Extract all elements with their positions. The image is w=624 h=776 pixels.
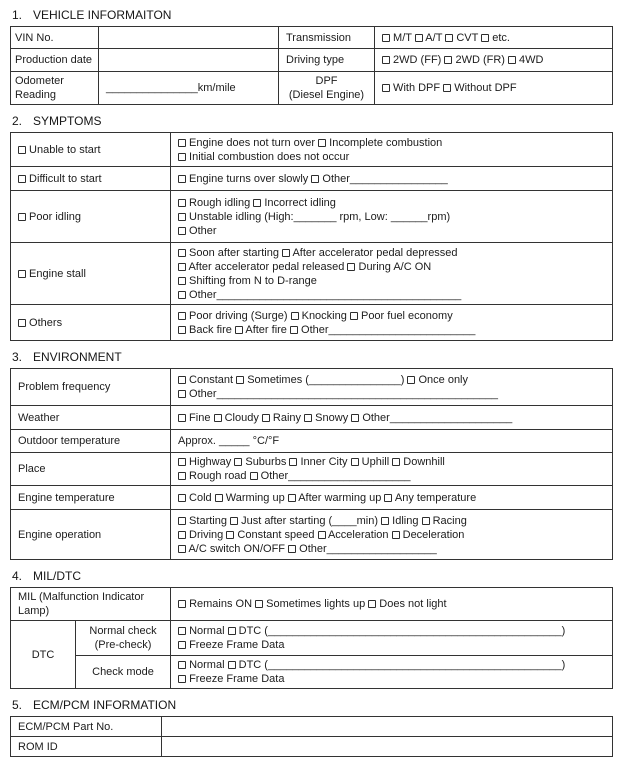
checkbox[interactable] — [178, 531, 186, 539]
section-title: SYMPTOMS — [33, 114, 102, 128]
option-line: Normal DTC (________________________________________________) — [178, 624, 605, 638]
option-line: Freeze Frame Data — [178, 638, 605, 652]
checkbox[interactable] — [282, 249, 290, 257]
checkbox[interactable] — [178, 263, 186, 271]
checkbox[interactable] — [178, 458, 186, 466]
option-line: Unstable idling (High:_______ rpm, Low: ______rpm) — [178, 210, 605, 224]
checkbox[interactable] — [289, 458, 297, 466]
production-date-label-cell: Production date — [11, 49, 99, 72]
option-line: Engine turns over slowly Other________________ — [178, 172, 605, 186]
symptom-row-others — [11, 305, 613, 341]
section-3-heading — [12, 350, 614, 364]
dpf-label: DPF — [315, 75, 338, 87]
symptom-label: Unable to start — [18, 143, 163, 157]
driving-type-options-cell — [375, 49, 613, 72]
rom-id-value-cell[interactable] — [162, 737, 613, 757]
symptom-options-cell — [171, 133, 613, 167]
checkbox[interactable] — [290, 326, 298, 334]
symptom-options-cell — [171, 305, 613, 341]
symptom-row-engine-stall — [11, 243, 613, 305]
section-number: 2. — [12, 114, 23, 128]
ecm-pcm-table — [10, 716, 613, 757]
checkbox[interactable] — [178, 175, 186, 183]
checkbox[interactable] — [18, 319, 26, 327]
option-line: Cold Warming up After warming up Any temperature — [178, 491, 605, 505]
checkbox[interactable] — [178, 494, 186, 502]
transmission-options-cell — [375, 27, 613, 49]
checkbox[interactable] — [445, 34, 453, 42]
section-title: MIL/DTC — [33, 569, 81, 583]
checkbox[interactable] — [18, 270, 26, 278]
checkbox[interactable] — [178, 545, 186, 553]
option-line: Engine does not turn over Incomplete combustion — [178, 136, 605, 150]
checkbox[interactable] — [18, 213, 26, 221]
checkbox[interactable] — [422, 517, 430, 525]
section-number: 3. — [12, 350, 23, 364]
vehicle-diagnostic-form — [10, 8, 614, 757]
symptom-row-poor-idling — [11, 191, 613, 243]
checkbox[interactable] — [351, 414, 359, 422]
environment-row-problem-frequency — [11, 369, 613, 406]
environment-row-engine-operation — [11, 510, 613, 560]
option-line: M/T A/T CVT etc. — [382, 31, 605, 45]
checkbox[interactable] — [508, 56, 516, 64]
checkbox[interactable] — [288, 494, 296, 502]
odometer-label-cell: Odometer Reading — [11, 72, 99, 105]
checkbox[interactable] — [382, 56, 390, 64]
environment-label-cell: Problem frequency — [11, 369, 171, 406]
option-line: Constant Sometimes (_______________) Once only — [178, 373, 605, 387]
odometer-value-cell[interactable] — [99, 72, 279, 105]
symptom-row-unable-to-start — [11, 133, 613, 167]
dtc-check-mode-row — [11, 656, 613, 689]
checkbox[interactable] — [236, 376, 244, 384]
checkbox[interactable] — [381, 517, 389, 525]
symptoms-table — [10, 132, 613, 341]
checkbox[interactable] — [215, 494, 223, 502]
dpf-label-sub: (Diesel Engine) — [288, 89, 365, 101]
checkbox[interactable] — [178, 227, 186, 235]
option-line: Shifting from N to D-range — [178, 274, 605, 288]
option-line: After accelerator pedal released During A/C ON — [178, 260, 605, 274]
checkbox[interactable] — [392, 531, 400, 539]
symptom-label-cell — [11, 305, 171, 341]
checkbox[interactable] — [178, 326, 186, 334]
symptom-label-cell — [11, 133, 171, 167]
ecm-pcm-part-no-value-cell[interactable] — [162, 717, 613, 737]
symptom-label-cell — [11, 243, 171, 305]
environment-row-engine-temperature — [11, 486, 613, 510]
option-line: Highway Suburbs Inner City Uphill Downhill — [178, 455, 605, 469]
checkbox[interactable] — [178, 414, 186, 422]
checkbox[interactable] — [407, 376, 415, 384]
checkbox[interactable] — [178, 641, 186, 649]
checkbox[interactable] — [178, 312, 186, 320]
normal-check-label-sub: (Pre-check) — [94, 639, 152, 651]
checkbox[interactable] — [18, 175, 26, 183]
symptom-label: Difficult to start — [18, 172, 163, 186]
option-line: Driving Constant speed Acceleration Deceleration — [178, 528, 605, 542]
checkbox[interactable] — [178, 472, 186, 480]
checkbox[interactable] — [178, 376, 186, 384]
checkbox[interactable] — [226, 531, 234, 539]
checkbox[interactable] — [350, 312, 358, 320]
option-line: Approx. _____ °C/°F — [178, 435, 280, 447]
checkbox[interactable] — [351, 458, 359, 466]
environment-label-cell: Engine operation — [11, 510, 171, 560]
section-4-heading — [12, 569, 614, 583]
symptom-row-difficult-to-start — [11, 167, 613, 191]
normal-check-label-cell — [76, 621, 171, 656]
mil-label-cell: MIL (Malfunction Indicator Lamp) — [11, 588, 171, 621]
dpf-label-cell — [279, 72, 375, 105]
section-title: ENVIRONMENT — [33, 350, 122, 364]
check-mode-label-cell — [76, 656, 171, 689]
environment-row-place — [11, 453, 613, 486]
option-line: 2WD (FF) 2WD (FR) 4WD — [382, 53, 605, 67]
environment-label-cell: Outdoor temperature — [11, 430, 171, 453]
checkbox[interactable] — [347, 263, 355, 271]
option-line: Freeze Frame Data — [178, 672, 605, 686]
checkbox[interactable] — [481, 34, 489, 42]
checkbox[interactable] — [250, 472, 258, 480]
checkbox[interactable] — [318, 531, 326, 539]
checkbox[interactable] — [178, 213, 186, 221]
checkbox[interactable] — [178, 249, 186, 257]
option-line: Poor driving (Surge) Knocking Poor fuel economy — [178, 309, 605, 323]
checkbox[interactable] — [178, 291, 186, 299]
dpf-options-cell — [375, 72, 613, 105]
driving-type-label-cell: Driving type — [279, 49, 375, 72]
environment-label-cell: Engine temperature — [11, 486, 171, 510]
check-mode-label: Check mode — [92, 666, 154, 678]
checkbox[interactable] — [288, 545, 296, 553]
dtc-normal-check-row — [11, 621, 613, 656]
checkbox[interactable] — [214, 414, 222, 422]
option-line: With DPF Without DPF — [382, 81, 605, 95]
environment-label-cell: Place — [11, 453, 171, 486]
vehicle-info-row — [11, 27, 613, 49]
symptom-label-cell — [11, 191, 171, 243]
checkbox[interactable] — [384, 494, 392, 502]
mil-options-cell — [171, 588, 613, 621]
checkbox[interactable] — [291, 312, 299, 320]
vehicle-info-row — [11, 72, 613, 105]
environment-options-cell — [171, 510, 613, 560]
checkbox[interactable] — [318, 139, 326, 147]
ecm-pcm-part-no-label-cell: ECM/PCM Part No. — [11, 717, 162, 737]
symptom-label-cell — [11, 167, 171, 191]
checkbox[interactable] — [18, 146, 26, 154]
option-line: Back fire After fire Other________________________ — [178, 323, 605, 337]
section-number: 4. — [12, 569, 23, 583]
environment-options-cell — [171, 486, 613, 510]
checkbox[interactable] — [368, 600, 376, 608]
option-line: Remains ON Sometimes lights up Does not light — [178, 597, 605, 611]
vehicle-info-row — [11, 49, 613, 72]
symptom-label: Others — [18, 316, 163, 330]
checkbox[interactable] — [304, 414, 312, 422]
normal-check-options-cell — [171, 621, 613, 656]
transmission-label-cell: Transmission — [279, 27, 375, 49]
section-1-heading — [12, 8, 614, 22]
checkbox[interactable] — [311, 175, 319, 183]
option-line: Rough road Other____________________ — [178, 469, 605, 483]
environment-options-cell — [171, 453, 613, 486]
checkbox[interactable] — [230, 517, 238, 525]
checkbox[interactable] — [228, 661, 236, 669]
environment-row-weather — [11, 406, 613, 430]
option-line: A/C switch ON/OFF Other__________________ — [178, 542, 605, 556]
environment-options-cell — [171, 430, 613, 453]
checkbox[interactable] — [178, 627, 186, 635]
checkbox[interactable] — [178, 600, 186, 608]
checkbox[interactable] — [178, 139, 186, 147]
symptom-options-cell — [171, 243, 613, 305]
vehicle-info-table — [10, 26, 613, 105]
option-line: Rough idling Incorrect idling — [178, 196, 605, 210]
checkbox[interactable] — [178, 199, 186, 207]
symptom-label: Engine stall — [18, 267, 163, 281]
environment-options-cell — [171, 369, 613, 406]
mil-dtc-table — [10, 587, 613, 689]
mil-row — [11, 588, 613, 621]
option-line: Other______________________________________________ — [178, 387, 605, 401]
checkbox[interactable] — [262, 414, 270, 422]
checkbox[interactable] — [178, 153, 186, 161]
environment-row-outdoor-temperature — [11, 430, 613, 453]
checkbox[interactable] — [178, 517, 186, 525]
checkbox[interactable] — [234, 458, 242, 466]
option-line: Other — [178, 224, 605, 238]
symptom-options-cell — [171, 167, 613, 191]
dtc-label-cell: DTC — [11, 621, 76, 689]
environment-table — [10, 368, 613, 560]
checkbox[interactable] — [178, 277, 186, 285]
checkbox[interactable] — [255, 600, 263, 608]
rom-id-label-cell: ROM ID — [11, 737, 162, 757]
checkbox[interactable] — [415, 34, 423, 42]
checkbox[interactable] — [444, 56, 452, 64]
option-line: Initial combustion does not occur — [178, 150, 605, 164]
checkbox[interactable] — [178, 675, 186, 683]
symptom-label: Poor idling — [18, 210, 163, 224]
section-title: VEHICLE INFORMAITON — [33, 8, 172, 22]
checkbox[interactable] — [382, 84, 390, 92]
section-number: 5. — [12, 698, 23, 712]
checkbox[interactable] — [178, 390, 186, 398]
symptom-options-cell — [171, 191, 613, 243]
environment-options-cell — [171, 406, 613, 430]
checkbox[interactable] — [178, 661, 186, 669]
checkbox[interactable] — [443, 84, 451, 92]
checkbox[interactable] — [228, 627, 236, 635]
production-date-value-cell[interactable] — [99, 49, 279, 72]
odometer-blank[interactable]: _______________km/mile — [106, 82, 236, 94]
rom-id-row — [11, 737, 613, 757]
normal-check-label: Normal check — [89, 625, 157, 637]
option-line: Normal DTC (________________________________________________) — [178, 658, 605, 672]
checkbox[interactable] — [392, 458, 400, 466]
option-line: Soon after starting After accelerator pedal depressed — [178, 246, 605, 260]
checkbox[interactable] — [382, 34, 390, 42]
vin-label-cell: VIN No. — [11, 27, 99, 49]
check-mode-options-cell — [171, 656, 613, 689]
checkbox[interactable] — [235, 326, 243, 334]
section-number: 1. — [12, 8, 23, 22]
vin-value-cell[interactable] — [99, 27, 279, 49]
option-line: Other________________________________________ — [178, 288, 605, 302]
option-line: Starting Just after starting (____min) Idling Racing — [178, 514, 605, 528]
section-5-heading — [12, 698, 614, 712]
section-title: ECM/PCM INFORMATION — [33, 698, 177, 712]
option-line: Fine Cloudy Rainy Snowy Other____________________ — [178, 411, 605, 425]
checkbox[interactable] — [253, 199, 261, 207]
section-2-heading — [12, 114, 614, 128]
environment-label-cell: Weather — [11, 406, 171, 430]
ecm-pcm-part-no-row — [11, 717, 613, 737]
